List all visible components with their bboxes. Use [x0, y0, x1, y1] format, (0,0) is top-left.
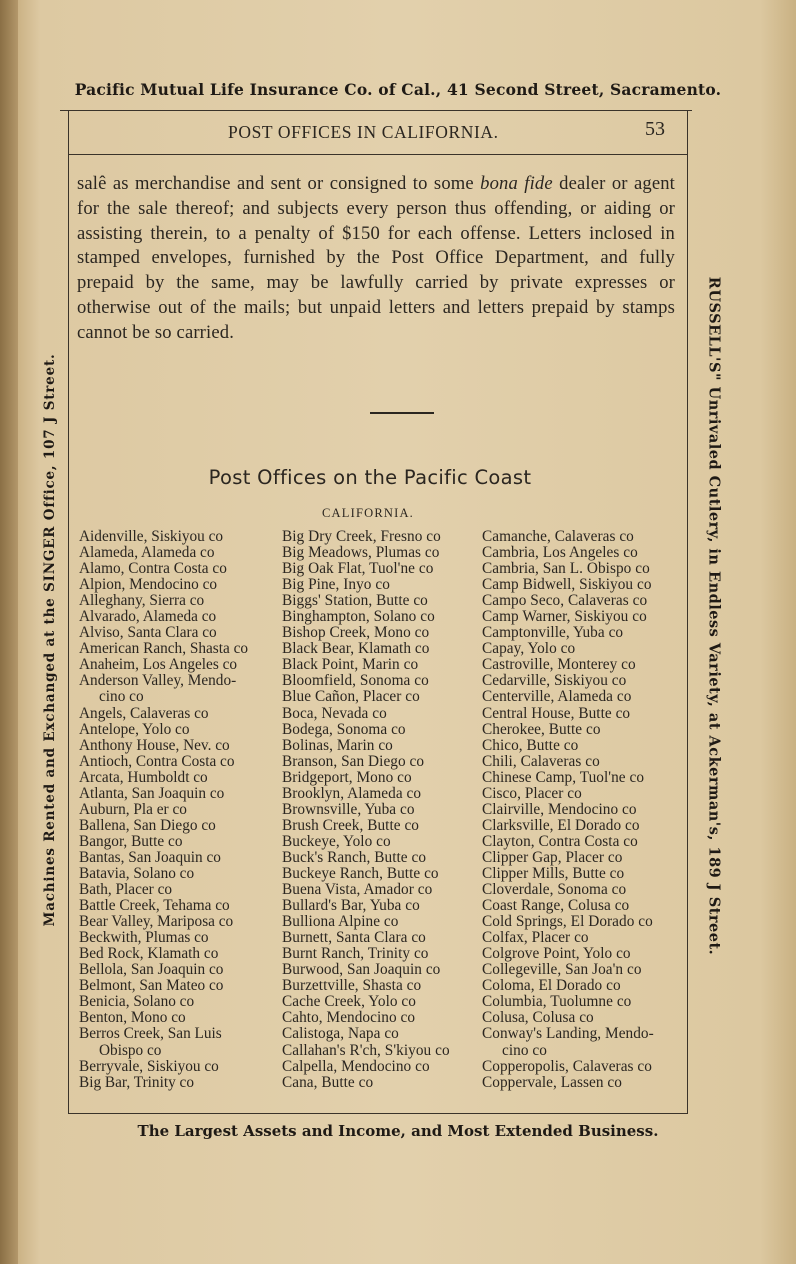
post-office-entry: Bed Rock, Klamath co [79, 945, 219, 963]
post-office-entry: Calistoga, Napa co [282, 1025, 399, 1043]
post-office-entry: Black Bear, Klamath co [282, 640, 430, 658]
post-office-entry: Clipper Mills, Butte co [482, 864, 625, 882]
post-office-entry: Camp Warner, Siskiyou co [482, 608, 647, 626]
paragraph-text-2: dealer or agent for the sale thereof; and subjects every person thus offending, or aiding or assisting therein, to a penalty of $150 for each offense. Letters inclosed in stamped envelopes, furnished by the Post Office Department, and fully prepaid by the same, may be lawfully carried by private expresses or otherwise out of the mails; but unpaid letters and letters prepaid by stamps cannot be so carried. [77, 173, 675, 343]
post-office-entry: Conway's Landing, Mendo- [482, 1025, 654, 1043]
post-office-entry: Cold Springs, El Dorado co [482, 913, 653, 931]
post-office-entry: Benton, Mono co [79, 1009, 186, 1027]
post-office-entry: Big Oak Flat, Tuol'ne co [282, 560, 434, 578]
post-office-entry: Clayton, Contra Costa co [482, 832, 638, 850]
post-office-entry: Bishop Creek, Mono co [282, 624, 430, 642]
post-office-entry: Angels, Calaveras co [79, 704, 209, 722]
post-office-entry: Bridgeport, Mono co [282, 768, 412, 786]
post-office-entry: Bulliona Alpine co [282, 913, 399, 931]
post-office-entry: Colusa, Colusa co [482, 1009, 594, 1027]
post-office-entry: Burnt Ranch, Trinity co [282, 945, 429, 963]
paragraph-italic-term: bona fide [480, 173, 553, 194]
post-office-entry: Clarksville, El Dorado co [482, 816, 640, 834]
post-office-entry: Alamo, Contra Costa co [79, 560, 227, 578]
post-office-entry: Binghampton, Solano co [282, 608, 435, 626]
post-office-entry: Bantas, San Joaquin co [79, 848, 221, 866]
post-office-entry: Bangor, Butte co [79, 832, 183, 850]
post-office-entry: Ballena, San Diego co [79, 816, 216, 834]
post-office-entry: Berryvale, Siskiyou co [79, 1057, 219, 1075]
footer-advertisement: The Largest Assets and Income, and Most Extended Business. [137, 1122, 659, 1140]
post-office-entry: Branson, San Diego co [282, 752, 425, 770]
post-office-entry: Black Point, Marin co [282, 656, 419, 674]
post-office-entry: Bath, Placer co [79, 881, 173, 899]
post-office-entry: Castroville, Monterey co [482, 656, 636, 674]
post-office-entry: Alameda, Alameda co [79, 544, 215, 562]
post-office-entry: Brush Creek, Butte co [282, 816, 419, 834]
right-margin-advertisement: RUSSELL'S" Unrivaled Cutlery, in Endless Variety, at Ackerman's, 189 J Street. [705, 276, 723, 956]
post-office-entry: Cloverdale, Sonoma co [482, 881, 627, 899]
section-separator [370, 412, 434, 414]
post-office-entry: Colfax, Placer co [482, 929, 589, 947]
post-office-entry: Cahto, Mendocino co [282, 1009, 416, 1027]
post-office-entry: Collegeville, San Joa'n co [482, 961, 642, 979]
post-office-entry: Chinese Camp, Tuol'ne co [482, 768, 645, 786]
post-office-entry: Copperopolis, Calaveras co [482, 1057, 652, 1075]
post-office-entry: Big Pine, Inyo co [282, 576, 390, 594]
post-office-entry: Central House, Butte co [482, 704, 631, 722]
header-advertisement: Pacific Mutual Life Insurance Co. of Cal., 41 Second Street, Sacramento. [74, 80, 722, 99]
post-office-entry: Clipper Gap, Placer co [482, 848, 623, 866]
post-office-entry: Blue Cañon, Placer co [282, 688, 420, 706]
paragraph-text-1: salê as merchandise and sent or consigned to some [77, 173, 481, 194]
post-office-column-1 [79, 529, 248, 1091]
post-office-entry: Bolinas, Marin co [282, 736, 393, 754]
book-binding-edge [0, 0, 18, 1264]
post-office-entry: Alvarado, Alameda co [79, 608, 217, 626]
post-office-entry: Chico, Butte co [482, 736, 579, 754]
post-office-entry: Cambria, Los Angeles co [482, 544, 638, 562]
post-office-column-3 [482, 529, 654, 1091]
post-office-entry: cino co [502, 1041, 547, 1059]
post-office-entry: Bullard's Bar, Yuba co [282, 897, 420, 915]
post-office-entry: Clairville, Mendocino co [482, 800, 637, 818]
post-office-entry: Burwood, San Joaquin co [282, 961, 441, 979]
post-office-entry: Camptonville, Yuba co [482, 624, 624, 642]
post-office-entry: Cisco, Placer co [482, 784, 582, 802]
post-office-entry: Callahan's R'ch, S'kiyou co [282, 1041, 450, 1059]
post-office-entry: Brownsville, Yuba co [282, 800, 415, 818]
post-office-entry: Bellola, San Joaquin co [79, 961, 224, 979]
section-title: Post Offices on the Pacific Coast [208, 466, 532, 489]
post-office-entry: Anthony House, Nev. co [79, 736, 230, 754]
post-office-entry: Antelope, Yolo co [79, 720, 190, 738]
post-office-entry: Coast Range, Colusa co [482, 897, 630, 915]
post-office-entry: Cambria, San L. Obispo co [482, 560, 650, 578]
post-office-entry: Aidenville, Siskiyou co [79, 528, 224, 545]
post-office-entry: Alpion, Mendocino co [79, 576, 218, 594]
post-office-entry: Arcata, Humboldt co [79, 768, 208, 786]
post-office-entry: American Ranch, Shasta co [79, 640, 249, 658]
post-office-entry: cino co [99, 688, 144, 706]
state-heading: CALIFORNIA. [321, 506, 415, 520]
post-office-entry: Alviso, Santa Clara co [79, 624, 217, 642]
post-office-entry: Bloomfield, Sonoma co [282, 672, 429, 690]
post-office-entry: Bear Valley, Mariposa co [79, 913, 234, 931]
post-office-entry: Cherokee, Butte co [482, 720, 601, 738]
post-office-entry: Boca, Nevada co [282, 704, 387, 722]
post-office-entry: Antioch, Contra Costa co [79, 752, 235, 770]
post-office-entry: Auburn, Pla er co [79, 800, 187, 818]
post-office-entry: Berros Creek, San Luis [79, 1025, 222, 1043]
post-office-entry: Calpella, Mendocino co [282, 1057, 430, 1075]
post-office-entry: Anaheim, Los Angeles co [79, 656, 238, 674]
running-title: POST OFFICES IN CALIFORNIA. [228, 122, 499, 142]
post-office-entry: Camp Bidwell, Siskiyou co [482, 576, 652, 594]
post-office-entry: Cana, Butte co [282, 1073, 374, 1091]
left-margin-advertisement: Machines Rented and Exchanged at the SINGER Office, 107 J Street. [42, 353, 58, 927]
post-office-column-2 [282, 529, 450, 1091]
body-paragraph [77, 172, 675, 346]
header-rule [68, 154, 687, 155]
post-office-entry: Capay, Yolo co [482, 640, 576, 658]
post-office-entry: Benicia, Solano co [79, 993, 195, 1011]
post-office-entry: Alleghany, Sierra co [79, 592, 205, 610]
post-office-entry: Big Meadows, Plumas co [282, 544, 440, 562]
post-office-entry: Obispo co [99, 1041, 162, 1059]
post-office-entry: Cedarville, Siskiyou co [482, 672, 627, 690]
post-office-entry: Buck's Ranch, Butte co [282, 848, 427, 866]
post-office-entry: Coloma, El Dorado co [482, 977, 621, 995]
post-office-entry: Big Bar, Trinity co [79, 1073, 194, 1091]
page-number: 53 [645, 118, 665, 140]
post-office-entry: Burzettville, Shasta co [282, 977, 422, 995]
post-office-entry: Centerville, Alameda co [482, 688, 632, 706]
post-office-entry: Cache Creek, Yolo co [282, 993, 416, 1011]
post-office-entry: Belmont, San Mateo co [79, 977, 224, 995]
post-office-entry: Camanche, Calaveras co [482, 528, 634, 545]
post-office-entry: Anderson Valley, Mendo- [79, 672, 237, 690]
post-office-entry: Chili, Calaveras co [482, 752, 600, 770]
post-office-entry: Bodega, Sonoma co [282, 720, 406, 738]
post-office-entry: Burnett, Santa Clara co [282, 929, 426, 947]
post-office-entry: Biggs' Station, Butte co [282, 592, 428, 610]
post-office-entry: Coppervale, Lassen co [482, 1073, 622, 1091]
post-office-entry: Buckeye, Yolo co [282, 832, 391, 850]
post-office-entry: Columbia, Tuolumne co [482, 993, 632, 1011]
post-office-entry: Colgrove Point, Yolo co [482, 945, 631, 963]
post-office-entry: Beckwith, Plumas co [79, 929, 209, 947]
post-office-entry: Big Dry Creek, Fresno co [282, 528, 441, 545]
post-office-entry: Battle Creek, Tehama co [79, 897, 230, 915]
post-office-entry: Brooklyn, Alameda co [282, 784, 422, 802]
post-office-entry: Buckeye Ranch, Butte co [282, 864, 439, 882]
post-office-entry: Batavia, Solano co [79, 864, 195, 882]
post-office-entry: Buena Vista, Amador co [282, 881, 433, 899]
post-office-entry: Campo Seco, Calaveras co [482, 592, 648, 610]
post-office-entry: Atlanta, San Joaquin co [79, 784, 225, 802]
